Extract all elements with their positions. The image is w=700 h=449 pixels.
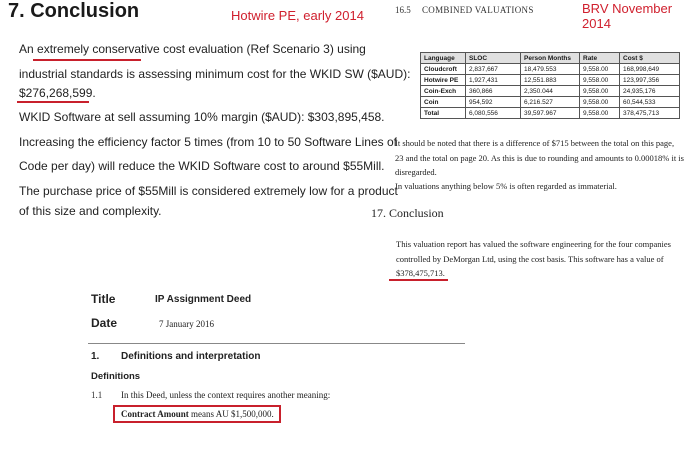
text-segment: cost evaluation (Ref Scenario 3) using xyxy=(159,42,366,56)
cell-language: Coin-Exch xyxy=(421,86,466,97)
header-language: Language xyxy=(421,53,466,64)
deed-divider xyxy=(88,343,465,344)
cell-person-months: 12,551.883 xyxy=(521,75,580,86)
table-row xyxy=(421,64,680,75)
cell-sloc: 1,927,431 xyxy=(466,75,521,86)
underline-minimum-cost xyxy=(17,101,89,103)
underline-total-valuation xyxy=(389,279,448,281)
deed-section-title: Definitions and interpretation xyxy=(121,351,261,362)
sell-price-line: WKID Software at sell assuming 10% margin ($AUD): $303,895,458. xyxy=(19,110,385,124)
note-line-3: disregarded. xyxy=(395,167,437,177)
table-header-row xyxy=(421,53,680,64)
deed-title-value: IP Assignment Deed xyxy=(155,294,252,305)
cell-cost: 378,475,713 xyxy=(620,108,680,119)
minimum-cost-value: $276,268,599. xyxy=(19,86,96,100)
table-row xyxy=(421,75,680,86)
cell-cost: 24,935,176 xyxy=(620,86,680,97)
deed-definitions-heading: Definitions xyxy=(91,371,141,382)
cell-person-months: 39,597.967 xyxy=(521,108,580,119)
purchase-price-line-2: of this size and complexity. xyxy=(19,204,162,218)
cell-language: Hotwire PE xyxy=(421,75,466,86)
cell-cost: 168,998,649 xyxy=(620,64,680,75)
left-paragraph-line-2: industrial standards is assessing minimum cost for the WKID SW ($AUD): xyxy=(19,67,411,81)
cell-rate: 9,558.00 xyxy=(580,108,620,119)
section-number: 16.5 xyxy=(395,5,411,15)
contract-amount-text: means AU $1,500,000. xyxy=(188,409,274,419)
table-row xyxy=(421,97,680,108)
deed-title-label: Title xyxy=(91,292,116,306)
cell-sloc: 2,837,667 xyxy=(466,64,521,75)
text-segment: An xyxy=(19,42,38,56)
deed-clause-text: In this Deed, unless the context requires another meaning: xyxy=(121,390,331,400)
cell-language: Coin xyxy=(421,97,466,108)
header-cost: Cost $ xyxy=(620,53,680,64)
cell-rate: 9,558.00 xyxy=(580,64,620,75)
combined-valuations-heading: COMBINED VALUATIONS xyxy=(422,5,534,15)
underline-extremely-conservative xyxy=(33,59,141,61)
cell-sloc: 6,080,556 xyxy=(466,108,521,119)
cell-rate: 9,558.00 xyxy=(580,75,620,86)
brv-source-tag: BRV November 2014 xyxy=(582,1,673,31)
cell-language: Cloudcroft xyxy=(421,64,466,75)
note-line-1: It should be noted that there is a difference of $715 between the total on this page, xyxy=(395,138,675,148)
contract-amount-term: Contract Amount xyxy=(121,409,189,419)
cell-person-months: 6,216.527 xyxy=(521,97,580,108)
purchase-price-line-1: The purchase price of $55Mill is considered extremely low for a product xyxy=(19,184,398,198)
left-conclusion-heading: 7. Conclusion xyxy=(8,0,140,22)
deed-section-number: 1. xyxy=(91,351,100,362)
conclusion-line-1: This valuation report has valued the software engineering for the four companies xyxy=(396,239,671,249)
deed-date-value: 7 January 2016 xyxy=(159,319,214,329)
header-person-months: Person Months xyxy=(521,53,580,64)
cell-cost: 60,544,533 xyxy=(620,97,680,108)
left-paragraph-line-1 xyxy=(19,42,366,56)
conclusion-line-2: controlled by DeMorgan Ltd, using the cost basis. This software has a value of xyxy=(396,254,664,264)
cell-language: Total xyxy=(421,108,466,119)
cell-rate: 9,558.00 xyxy=(580,86,620,97)
cell-sloc: 954,592 xyxy=(466,97,521,108)
header-sloc: SLOC xyxy=(466,53,521,64)
cell-person-months: 2,350.044 xyxy=(521,86,580,97)
combined-valuations-table xyxy=(420,52,680,119)
deed-clause-number: 1.1 xyxy=(91,390,103,400)
note-line-4: In valuations anything below 5% is often regarded as immaterial. xyxy=(395,181,617,191)
cell-sloc: 360,866 xyxy=(466,86,521,97)
efficiency-line-1: Increasing the efficiency factor 5 times (from 10 to 50 Software Lines of xyxy=(19,135,397,149)
table-row xyxy=(421,86,680,97)
total-valuation-value: $378,475,713. xyxy=(396,268,445,278)
efficiency-line-2: Code per day) will reduce the WKID Software cost to around $55Mill. xyxy=(19,159,385,173)
table-total-row xyxy=(421,108,680,119)
contract-amount-line xyxy=(121,409,274,419)
hotwire-source-tag: Hotwire PE, early 2014 xyxy=(231,8,364,23)
cell-rate: 9,558.00 xyxy=(580,97,620,108)
cell-cost: 123,997,356 xyxy=(620,75,680,86)
right-conclusion-heading: 17. Conclusion xyxy=(371,206,444,220)
header-rate: Rate xyxy=(580,53,620,64)
deed-date-label: Date xyxy=(91,316,118,330)
highlight-extremely-conservative: extremely conservative xyxy=(37,42,160,56)
cell-person-months: 18,479.553 xyxy=(521,64,580,75)
note-line-2: 23 and the total on page 20. As this is due to rounding and amounts to 0.00018% it is xyxy=(395,153,684,163)
